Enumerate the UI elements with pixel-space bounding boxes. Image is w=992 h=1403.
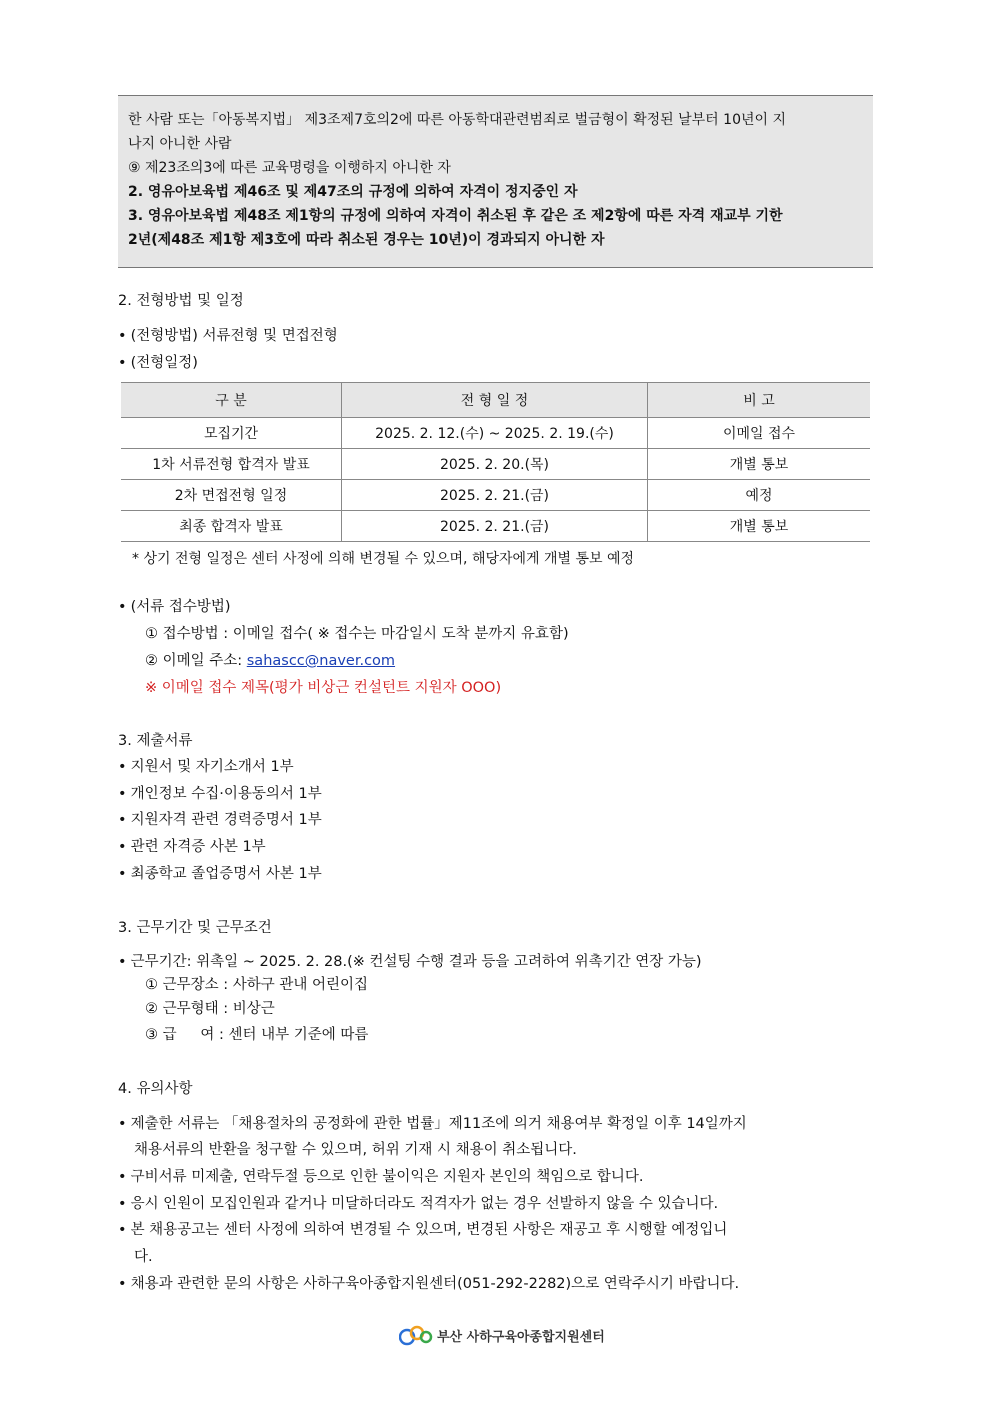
box-line-6: 2년(제48조 제1항 제3호에 따라 취소된 경우는 10년)이 경과되지 아니한 자 (128, 232, 605, 248)
table-cell: 2025. 2. 21.(금) (342, 511, 648, 542)
document-item: • 지원자격 관련 경력증명서 1부 (118, 809, 322, 831)
table-header-row (121, 383, 870, 418)
work-condition: ② 근무형태 : 비상근 (145, 1001, 275, 1017)
table-row (121, 449, 870, 480)
box-line-3: ⑨ 제23조의3에 따른 교육명령을 이행하지 아니한 자 (128, 160, 451, 176)
box-line-4: 2. 영유아보육법 제46조 및 제47조의 규정에 의하여 자격이 정지중인 자 (128, 184, 578, 200)
box-line-1: 한 사람 또는「아동복지법」 제3조제7호의2에 따른 아동학대관련범죄로 벌금형이 확정된 날부터 10년이 지 (128, 112, 786, 128)
note-item: • 본 채용공고는 센터 사정에 의하여 변경될 수 있으며, 변경된 사항은 재공고 후 시행할 예정입니 (118, 1219, 727, 1241)
email-label: ② 이메일 주소: (145, 653, 247, 669)
table-cell: 이메일 접수 (648, 418, 871, 449)
table-row (121, 418, 870, 449)
work-condition: ③ 급 여 : 센터 내부 기준에 따름 (145, 1027, 369, 1043)
table-row (121, 511, 870, 542)
footer-logo (399, 1323, 605, 1347)
document-item: • 최종학교 졸업증명서 사본 1부 (118, 863, 322, 885)
table-cell: 2025. 2. 20.(목) (342, 449, 648, 480)
disqualification-box (118, 95, 873, 268)
table-cell: 예정 (648, 480, 871, 511)
footer-org-name: 부산 사하구육아종합지원센터 (437, 1329, 605, 1345)
table-row (121, 480, 870, 511)
table-cell: 모집기간 (121, 418, 342, 449)
table-cell: 2025. 2. 12.(수) ~ 2025. 2. 19.(수) (342, 418, 648, 449)
table-cell: 1차 서류전형 합격자 발표 (121, 449, 342, 480)
work-condition: ① 근무장소 : 사하구 관내 어린이집 (145, 977, 369, 993)
box-line-5: 3. 영유아보육법 제48조 제1항의 규정에 의하여 자격이 취소된 후 같은 조 제2항에 따른 자격 재교부 기한 (128, 208, 783, 224)
table-cell: 2025. 2. 21.(금) (342, 480, 648, 511)
note-item: • 응시 인원이 모집인원과 같거나 미달하더라도 적격자가 없는 경우 선발하지 않을 수 있습니다. (118, 1193, 718, 1215)
center-logo-icon (399, 1323, 433, 1347)
email-subject-notice: ※ 이메일 접수 제목(평가 비상근 컨설턴트 지원자 OOO) (145, 680, 502, 696)
schedule-note: * 상기 전형 일정은 센터 사정에 의해 변경될 수 있으며, 해당자에게 개별 통보 예정 (132, 551, 635, 567)
selection-schedule-label: • (전형일정) (118, 352, 198, 374)
table-cell: 최종 합격자 발표 (121, 511, 342, 542)
table-header: 전 형 일 정 (342, 383, 648, 418)
section-heading-work: 3. 근무기간 및 근무조건 (118, 920, 272, 936)
section-heading-notes: 4. 유의사항 (118, 1081, 193, 1097)
selection-method: • (전형방법) 서류전형 및 면접전형 (118, 325, 338, 347)
table-cell: 2차 면접전형 일정 (121, 480, 342, 511)
table-cell: 개별 통보 (648, 449, 871, 480)
email-link[interactable]: sahascc@naver.com (246, 653, 396, 669)
box-line-2: 나지 아니한 사람 (128, 136, 232, 152)
document-item: • 지원서 및 자기소개서 1부 (118, 756, 294, 778)
document-item: • 관련 자격증 사본 1부 (118, 836, 266, 858)
section-heading-selection: 2. 전형방법 및 일정 (118, 293, 244, 309)
receipt-method-label: • (서류 접수방법) (118, 596, 231, 618)
note-item-continued: 채용서류의 반환을 청구할 수 있으며, 허위 기재 시 채용이 취소됩니다. (134, 1142, 577, 1158)
note-item: • 구비서류 미제출, 연락두절 등으로 인한 불이익은 지원자 본인의 책임으로 합니다. (118, 1166, 644, 1188)
section-heading-documents: 3. 제출서류 (118, 733, 193, 749)
schedule-table (121, 382, 870, 542)
note-item: • 제출한 서류는 「채용절차의 공정화에 관한 법률」제11조에 의거 채용여부 확정일 이후 14일까지 (118, 1113, 747, 1135)
work-period: • 근무기간: 위촉일 ~ 2025. 2. 28.(※ 컨설팅 수행 결과 등을 고려하여 위촉기간 연장 가능) (118, 951, 702, 973)
table-header: 구 분 (121, 383, 342, 418)
receipt-method-1: ① 접수방법 : 이메일 접수( ※ 접수는 마감일시 도착 분까지 유효함) (145, 626, 569, 642)
note-item: • 채용과 관련한 문의 사항은 사하구육아종합지원센터(051-292-2282)으로 연락주시기 바랍니다. (118, 1273, 739, 1295)
document-item: • 개인정보 수집·이용동의서 1부 (118, 783, 322, 805)
table-header: 비 고 (648, 383, 871, 418)
receipt-method-2 (145, 650, 395, 672)
note-item-continued: 다. (134, 1249, 153, 1265)
table-cell: 개별 통보 (648, 511, 871, 542)
